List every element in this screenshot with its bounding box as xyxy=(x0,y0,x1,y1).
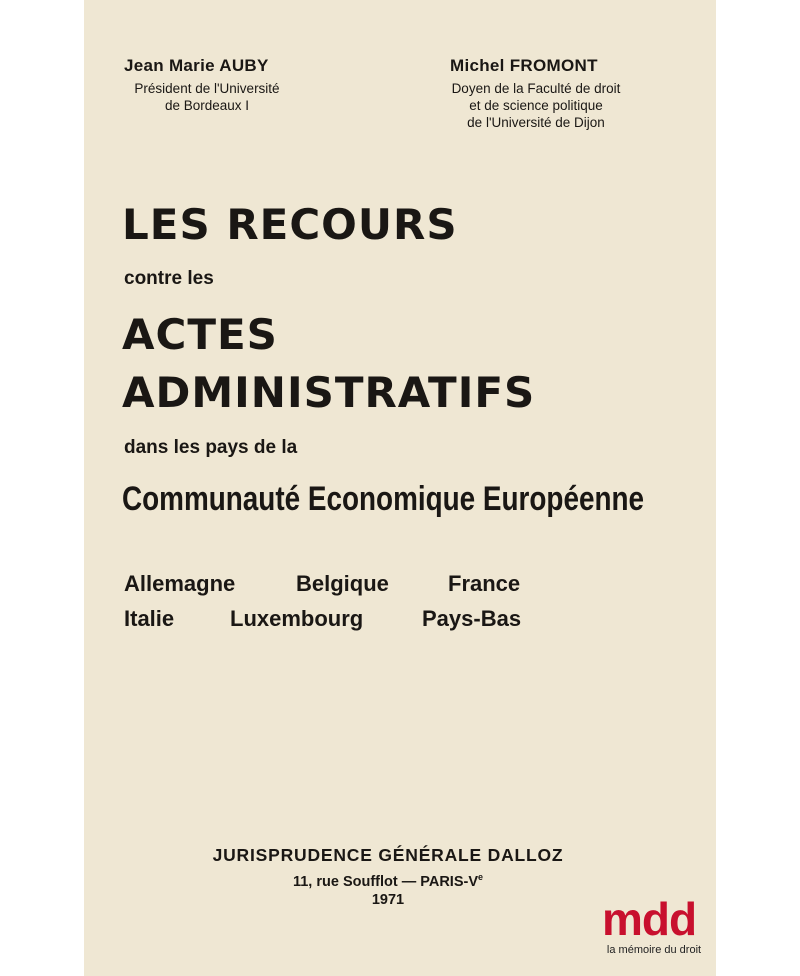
publication-year: 1971 xyxy=(371,892,405,908)
country-france: France xyxy=(448,571,521,596)
title-line-2: contre les xyxy=(124,268,214,289)
author-1-name: Jean Marie AUBY xyxy=(124,56,269,75)
author-2-role-line: Doyen de la Faculté de droit xyxy=(451,81,621,96)
author-1-role-line: Président de l'Université xyxy=(134,81,280,96)
publisher-address-text: 11, rue Soufflot — PARIS-V xyxy=(292,873,478,890)
country-belgique: Belgique xyxy=(296,571,389,596)
title-line-3: ACTES xyxy=(122,310,278,359)
author-2-role xyxy=(424,80,648,131)
title-line-5: dans les pays de la xyxy=(124,437,298,458)
publisher-name: JURISPRUDENCE GÉNÉRALE DALLOZ xyxy=(212,845,564,865)
title-line-1: LES RECOURS xyxy=(122,200,458,249)
publisher-address xyxy=(0,872,788,890)
mdd-logo-icon xyxy=(598,893,710,961)
author-1-role-line: de Bordeaux I xyxy=(164,98,250,113)
title-line-6: Communauté Economique Européenne xyxy=(122,480,645,518)
author-1-role xyxy=(118,80,296,114)
mdd-logo xyxy=(598,893,710,961)
publisher-address-superscript: e xyxy=(478,872,484,882)
country-pays-bas: Pays-Bas xyxy=(422,606,522,631)
country-italie: Italie xyxy=(124,606,175,631)
mdd-logo-tagline: la mémoire du droit xyxy=(606,944,702,956)
author-2-role-line: de l'Université de Dijon xyxy=(467,115,605,130)
author-2-role-line: et de science politique xyxy=(469,98,603,113)
country-luxembourg: Luxembourg xyxy=(230,606,364,631)
author-2-name: Michel FROMONT xyxy=(450,56,598,75)
country-allemagne: Allemagne xyxy=(124,571,236,596)
mdd-logo-letters: mdd xyxy=(602,893,697,945)
title-line-4: ADMINISTRATIFS xyxy=(122,368,536,417)
